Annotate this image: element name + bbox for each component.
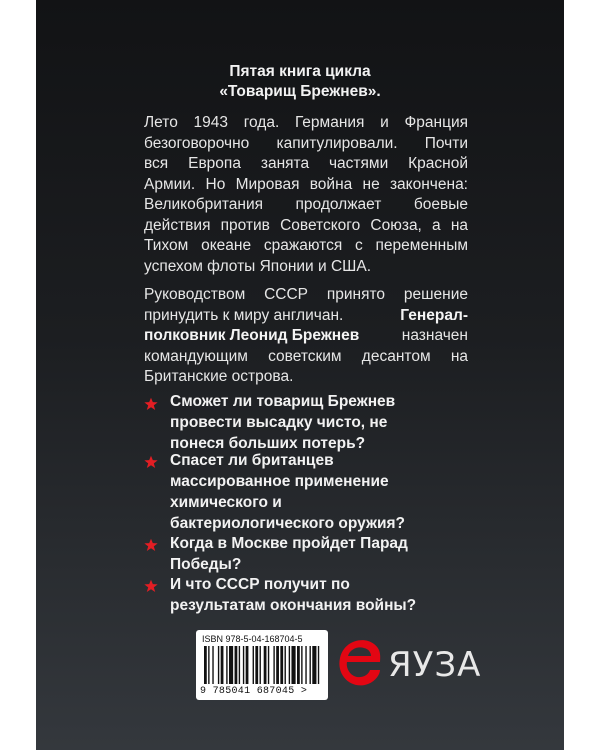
question-line: понеся больших потерь?: [170, 435, 366, 452]
back-cover: [36, 0, 564, 750]
barcode-bar: [204, 646, 207, 684]
barcode-bar: [239, 646, 240, 684]
question-line: Спасет ли британцев: [170, 452, 334, 469]
general-title: Генерал-: [400, 306, 468, 324]
paragraph-2-line: [144, 306, 468, 327]
paragraph-2-line: командующим советским десантом на: [144, 347, 468, 365]
barcode-bar: [212, 646, 213, 684]
barcode-bar: [226, 646, 227, 684]
barcode-bar: [264, 646, 267, 684]
star-icon: [144, 455, 158, 469]
barcode-bar: [276, 646, 279, 684]
barcode-bar: [285, 646, 286, 684]
yauza-logo: ЯУЗА: [388, 645, 482, 685]
barcode-digits: 9 785041 687045 >: [200, 686, 308, 697]
question-line: химического и: [170, 494, 282, 511]
paragraph-1-line: вся Европа занята частями Красной: [144, 155, 468, 172]
barcode-bar: [312, 646, 316, 684]
barcode-bar: [273, 646, 274, 684]
paragraph-1-line: Армии. Но Мировая война не закончена:: [144, 175, 468, 193]
barcode-bar: [208, 646, 209, 684]
barcode-bar: [246, 646, 249, 684]
star-icon: [144, 397, 158, 411]
question-line: массированное применение: [170, 473, 389, 490]
question-line: бактериологического оружия?: [170, 515, 405, 532]
barcode-bar: [310, 646, 311, 684]
question-3: [170, 533, 480, 575]
question-line: И что СССР получит по: [170, 576, 350, 593]
paragraph-1-line: Лето 1943 года. Германия и Франция: [144, 114, 468, 131]
barcode-bar: [221, 646, 224, 684]
barcode-bar: [305, 646, 306, 684]
barcode-bar: [218, 646, 219, 684]
barcode-bar: [255, 646, 258, 684]
paragraph-2: [144, 285, 468, 388]
paragraph-1: [144, 113, 468, 277]
question-line: Сможет ли товарищ Брежнев: [170, 393, 396, 410]
barcode-bar: [260, 646, 261, 684]
eksmo-logo-icon: [334, 636, 382, 692]
barcode-bar: [301, 646, 302, 684]
barcode-bar: [280, 646, 283, 684]
paragraph-2-text: назначен: [401, 327, 468, 344]
paragraph-2-line: Британские острова.: [144, 368, 294, 385]
paragraph-2-text: принудить к миру англичан.: [144, 306, 344, 324]
paragraph-2-line: [144, 326, 468, 347]
paragraph-1-line: Великобритания продолжает боевые: [144, 196, 468, 213]
barcode-bar: [291, 646, 295, 684]
barcode-bar: [318, 646, 319, 684]
barcode-bar: [243, 646, 244, 684]
barcode-bar: [289, 646, 290, 684]
question-line: Победы?: [170, 556, 242, 573]
paragraph-1-line: безоговорочно капитулировали. Почти: [144, 134, 468, 152]
barcode-icon: [204, 646, 322, 684]
question-line: результатам окончания войны?: [170, 597, 417, 614]
question-1: [170, 391, 480, 454]
question-line: Когда в Москве пройдет Парад: [170, 535, 408, 552]
series-title-line-1: Пятая книга цикла: [229, 63, 371, 80]
paragraph-2-line: Руководством СССР принято решение: [144, 286, 468, 303]
barcode-bar: [229, 646, 233, 684]
general-name: полковник Леонид Брежнев: [144, 327, 360, 344]
star-icon: [144, 538, 158, 552]
question-line: провести высадку чисто, не: [170, 414, 388, 431]
question-4: [170, 574, 480, 616]
paragraph-1-line: успехом флоты Японии и США.: [144, 257, 372, 275]
barcode-bar: [297, 646, 300, 684]
barcode-label: [196, 630, 328, 700]
series-title-line-2: «Товарищ Брежнев».: [219, 83, 381, 100]
barcode-bar: [253, 646, 254, 684]
isbn-text: ISBN 978-5-04-168704-5: [202, 634, 303, 644]
barcode-bar: [235, 646, 238, 684]
star-icon: [144, 579, 158, 593]
barcode-bar: [268, 646, 269, 684]
paragraph-1-line: Тихом океане сражаются с переменным: [144, 237, 468, 254]
question-2: [170, 450, 480, 534]
paragraph-1-line: действия против Советского Союза, а на: [144, 216, 468, 234]
